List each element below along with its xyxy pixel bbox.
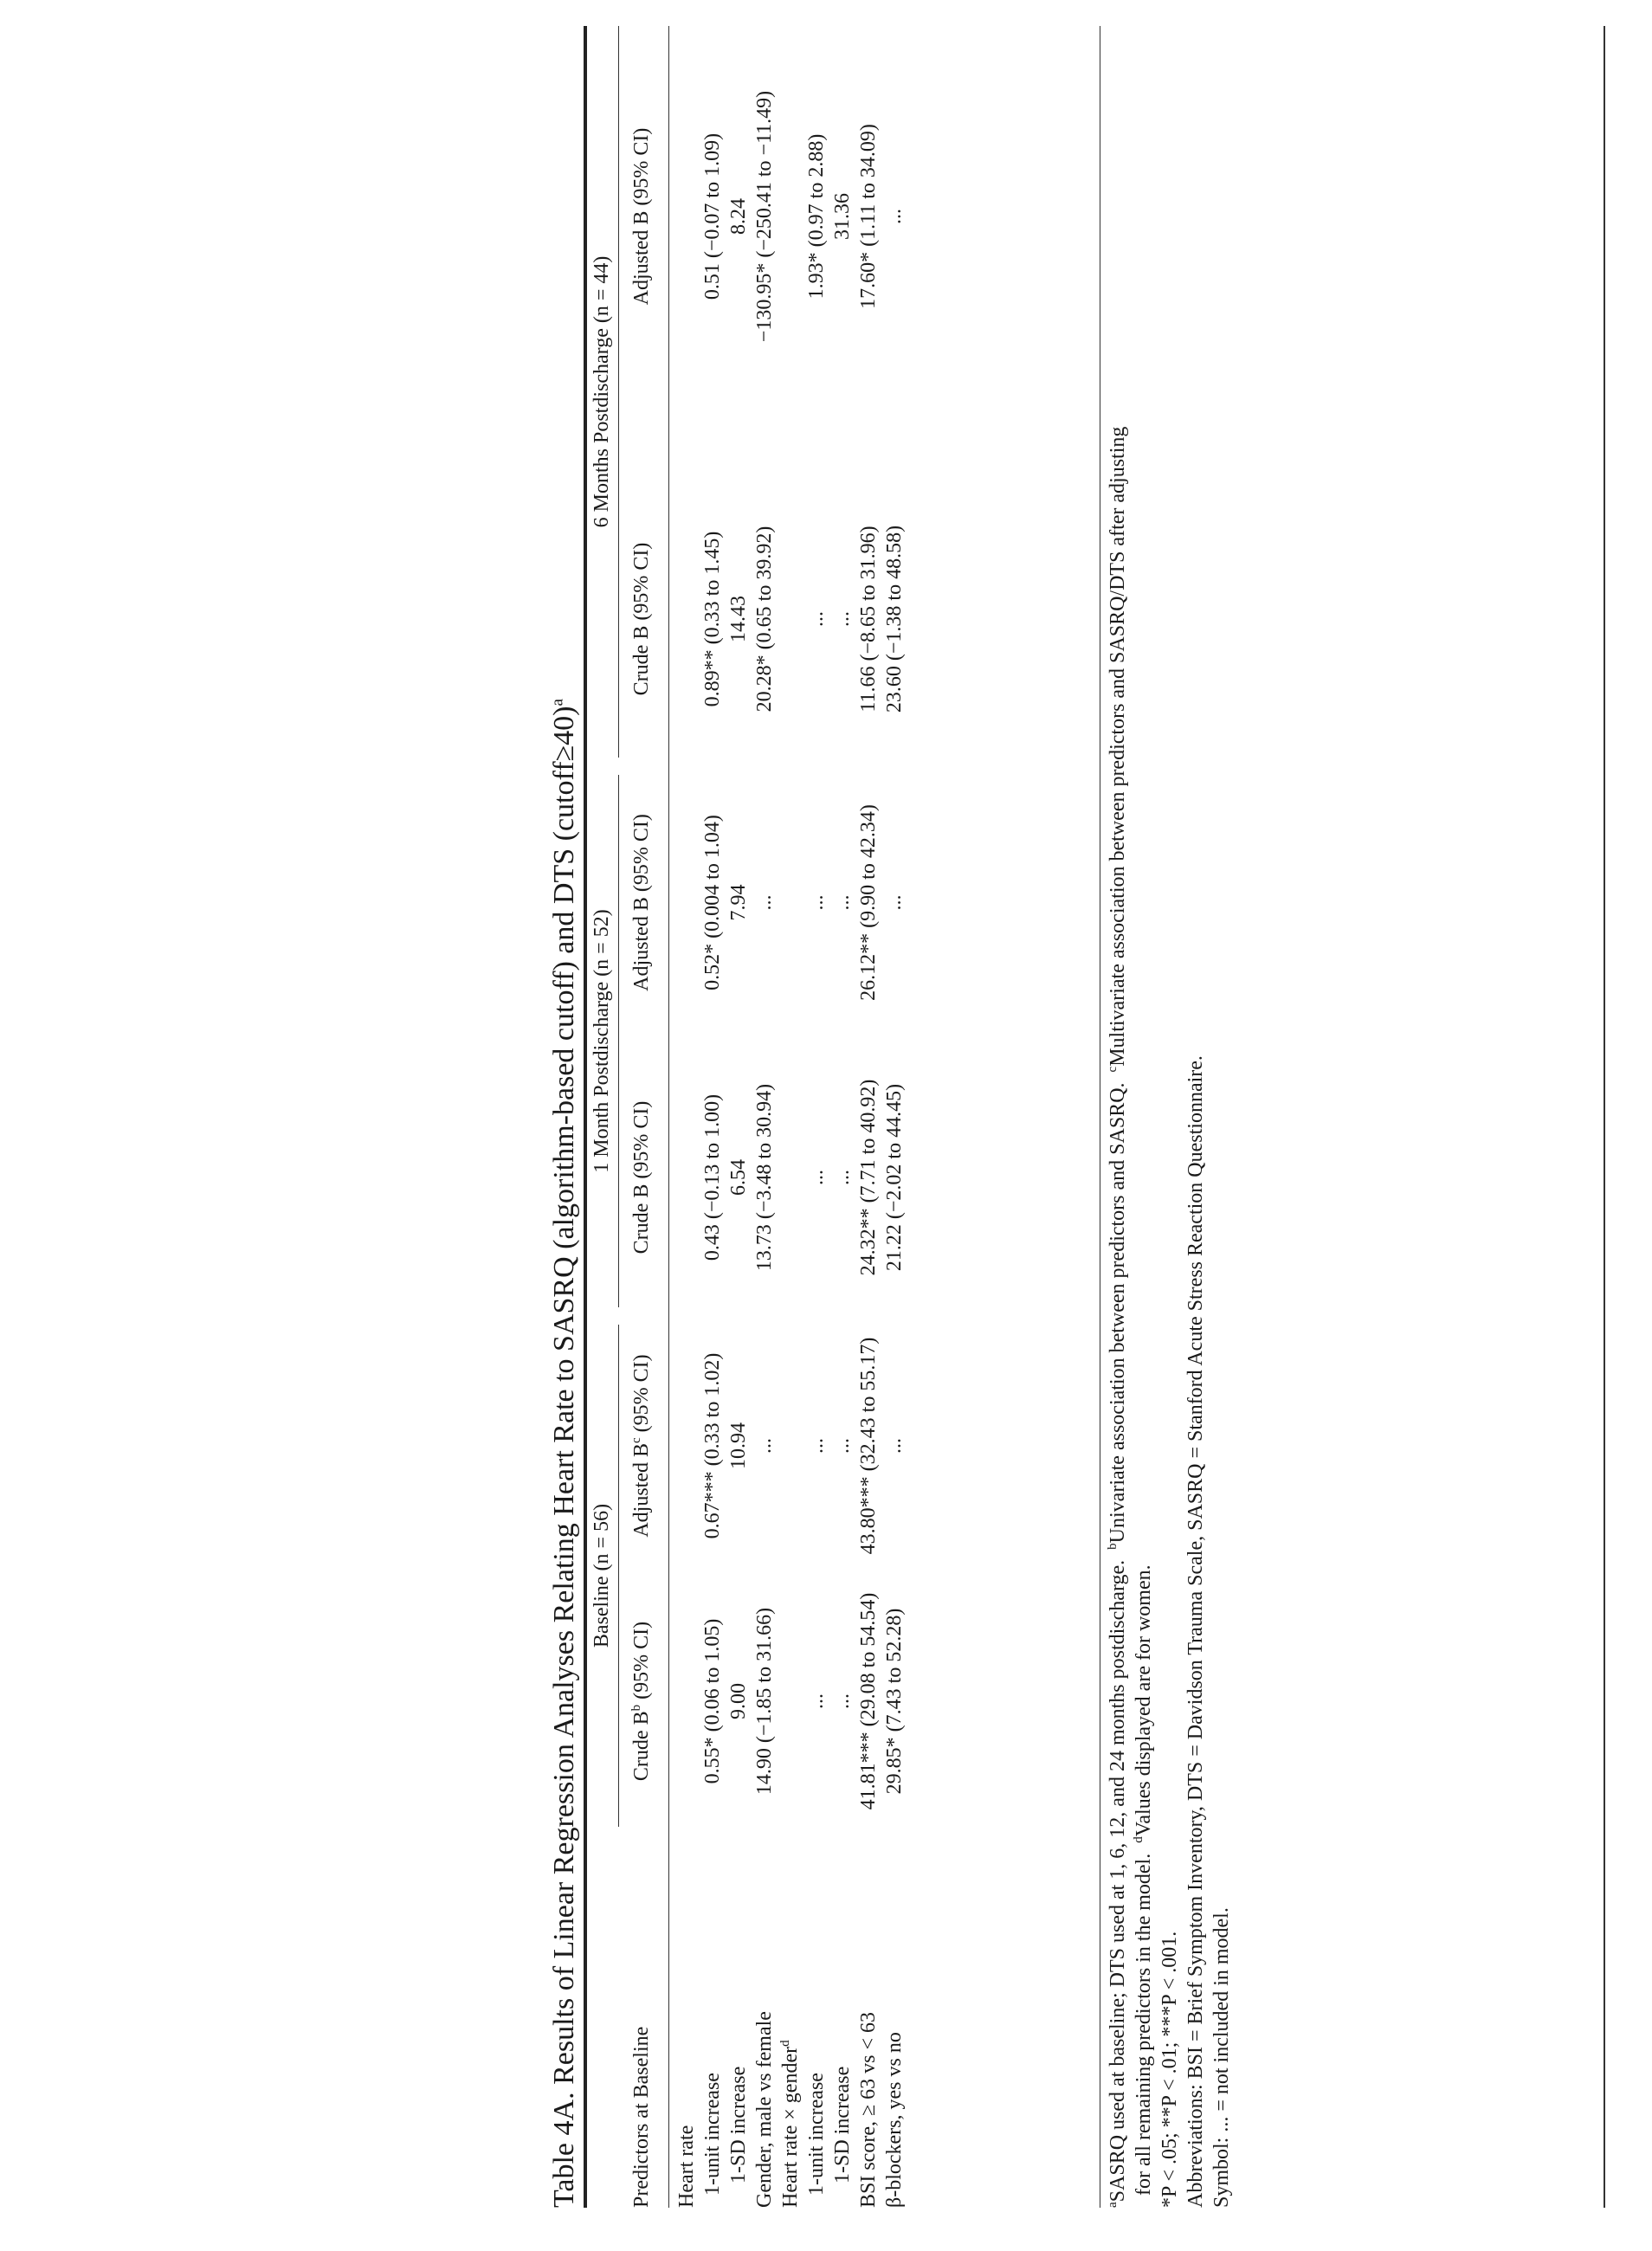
table-cell: 10.94 — [727, 1422, 750, 1469]
bottom-rule — [1604, 26, 1605, 2208]
table-footnotes — [1105, 26, 1235, 2208]
table-cell: 6.54 — [727, 1159, 750, 1196]
rotated-table-page — [545, 26, 1636, 2208]
table-cell: ... — [831, 1693, 854, 1709]
table-cell: 9.00 — [727, 1683, 750, 1719]
table-cell: 17.60* (1.11 to 34.09) — [857, 124, 880, 309]
table-cell: ... — [805, 1170, 828, 1185]
col-header-adjusted-baseline: Adjusted $B^c$ (95% CI) — [629, 1354, 653, 1538]
table-cell: 0.89** (0.33 to 1.45) — [701, 531, 724, 707]
row-label: 1-SD increase — [831, 2066, 854, 2183]
table-row — [829, 26, 855, 2208]
footnote-p-values: *P < .05; **P < .01; ***P < .001. — [1158, 1931, 1181, 2208]
table-cell: ... — [805, 894, 828, 911]
footnote-line: $^a$SASRQ used at baseline; DTS used at 1, 6, 12, and 24 months postdischarge. $^b$Univariate association between predictors and SASRQ. $^c$Multivariate association between predictors and SASRQ/DTS after adjusting — [1106, 426, 1129, 2208]
table-cell: 0.55* (0.06 to 1.05) — [701, 1618, 724, 1784]
table-cell: 0.67*** (0.33 to 1.02) — [701, 1352, 724, 1539]
table-body — [672, 26, 1100, 2208]
table-cell: 1.93* (0.97 to 2.88) — [805, 133, 828, 300]
table-cell: 24.32** (7.71 to 40.92) — [857, 1079, 880, 1276]
table-cell: ... — [883, 209, 906, 224]
table-row — [855, 26, 881, 2208]
table-cell: ... — [831, 1438, 854, 1454]
table-cell: ... — [831, 1170, 854, 1185]
table-row — [726, 26, 752, 2208]
table-row — [752, 26, 778, 2208]
group-header-1-month: 1 Month Postdischarge (n = 52) — [587, 775, 619, 1307]
column-header-row — [622, 26, 669, 2208]
table-cell: 0.43 (−0.13 to 1.00) — [701, 1093, 724, 1261]
col-header-adjusted-1-month: Adjusted B (95% CI) — [630, 814, 653, 991]
col-header-crude-6-months: Crude B (95% CI) — [630, 542, 653, 696]
col-header-crude-baseline: Crude $B^b$ (95% CI) — [629, 1621, 653, 1782]
group-header-baseline: Baseline (n = 56) — [587, 1325, 619, 1827]
table-cell: 20.28* (0.65 to 39.92) — [753, 526, 776, 713]
row-label: Heart rate — [675, 2125, 698, 2208]
group-header-row — [587, 26, 622, 2208]
table-cell: 21.22 (−2.02 to 44.45) — [883, 1083, 906, 1272]
row-label: 1-SD increase — [727, 2066, 750, 2183]
table-row — [881, 26, 907, 2208]
table-cell: ... — [805, 1693, 828, 1709]
table-cell: 14.43 — [727, 596, 750, 642]
table-cell: 41.81*** (29.08 to 54.54) — [857, 1592, 880, 1810]
row-label: 1-unit increase — [805, 2073, 828, 2196]
row-label: 1-unit increase — [701, 2073, 724, 2196]
table-row — [778, 26, 803, 2208]
table-cell: 13.73 (−3.48 to 30.94) — [753, 1083, 776, 1272]
footnote-abbreviations: Abbreviations: BSI = Brief Symptom Inventory, DTS = Davidson Trauma Scale, SASRQ = Stanford Acute Stress Reaction Questionnaire. — [1184, 1055, 1207, 2208]
table-cell: ... — [831, 894, 854, 911]
table-title: Table 4A. Results of Linear Regression Analyses Relating Heart Rate to SASRQ (algorithm-based cutoff) and DTS (cutoff≥40)$^a$ — [548, 699, 580, 2208]
table-cell: ... — [883, 894, 906, 911]
col-header-predictors: Predictors at Baseline — [630, 2026, 653, 2208]
table-cell: 0.51 (−0.07 to 1.09) — [701, 132, 724, 300]
table-cell: ... — [805, 611, 828, 627]
table-cell: ... — [831, 611, 854, 627]
row-label: BSI score, ≥ 63 vs < 63 — [857, 2011, 880, 2208]
table-cell: 26.12** (9.90 to 42.34) — [857, 804, 880, 1001]
table-cell: 14.90 (−1.85 to 31.66) — [753, 1607, 776, 1796]
table-cell: ... — [805, 1438, 828, 1454]
col-header-crude-1-month: Crude B (95% CI) — [630, 1100, 653, 1254]
table-cell: ... — [883, 1438, 906, 1454]
table-cell: 7.94 — [727, 884, 750, 921]
row-label: Heart rate × gender$^d$ — [778, 2040, 802, 2208]
table-cell: ... — [753, 894, 776, 911]
table-cell: 29.85* (7.43 to 52.28) — [883, 1608, 906, 1795]
table-cell: 0.52* (0.004 to 1.04) — [701, 815, 724, 990]
table-cell: 23.60 (−1.38 to 48.58) — [883, 525, 906, 713]
footnote-line: for all remaining predictors in the model. $^d$Values displayed are for women. — [1132, 1564, 1155, 2196]
footnote-symbol: Symbol: ... = not included in model. — [1210, 1907, 1233, 2208]
table-cell: −130.95* (−250.41 to −11.49) — [753, 90, 776, 343]
table-row — [674, 26, 700, 2208]
table-cell: 8.24 — [727, 198, 750, 235]
table-row — [700, 26, 726, 2208]
table-title-bar — [545, 26, 587, 2208]
col-header-adjusted-6-months: Adjusted B (95% CI) — [630, 127, 653, 306]
row-label: β-blockers, yes vs no — [883, 2032, 906, 2208]
row-label: Gender, male vs female — [753, 2011, 776, 2208]
table-cell: ... — [753, 1438, 776, 1454]
group-header-6-months: 6 Months Postdischarge (n = 44) — [587, 26, 619, 758]
table-cell: 31.36 — [831, 193, 854, 240]
table-row — [803, 26, 829, 2208]
table-cell: 11.66 (−8.65 to 31.96) — [857, 526, 880, 713]
table-cell: 43.80*** (32.43 to 55.17) — [857, 1337, 880, 1555]
